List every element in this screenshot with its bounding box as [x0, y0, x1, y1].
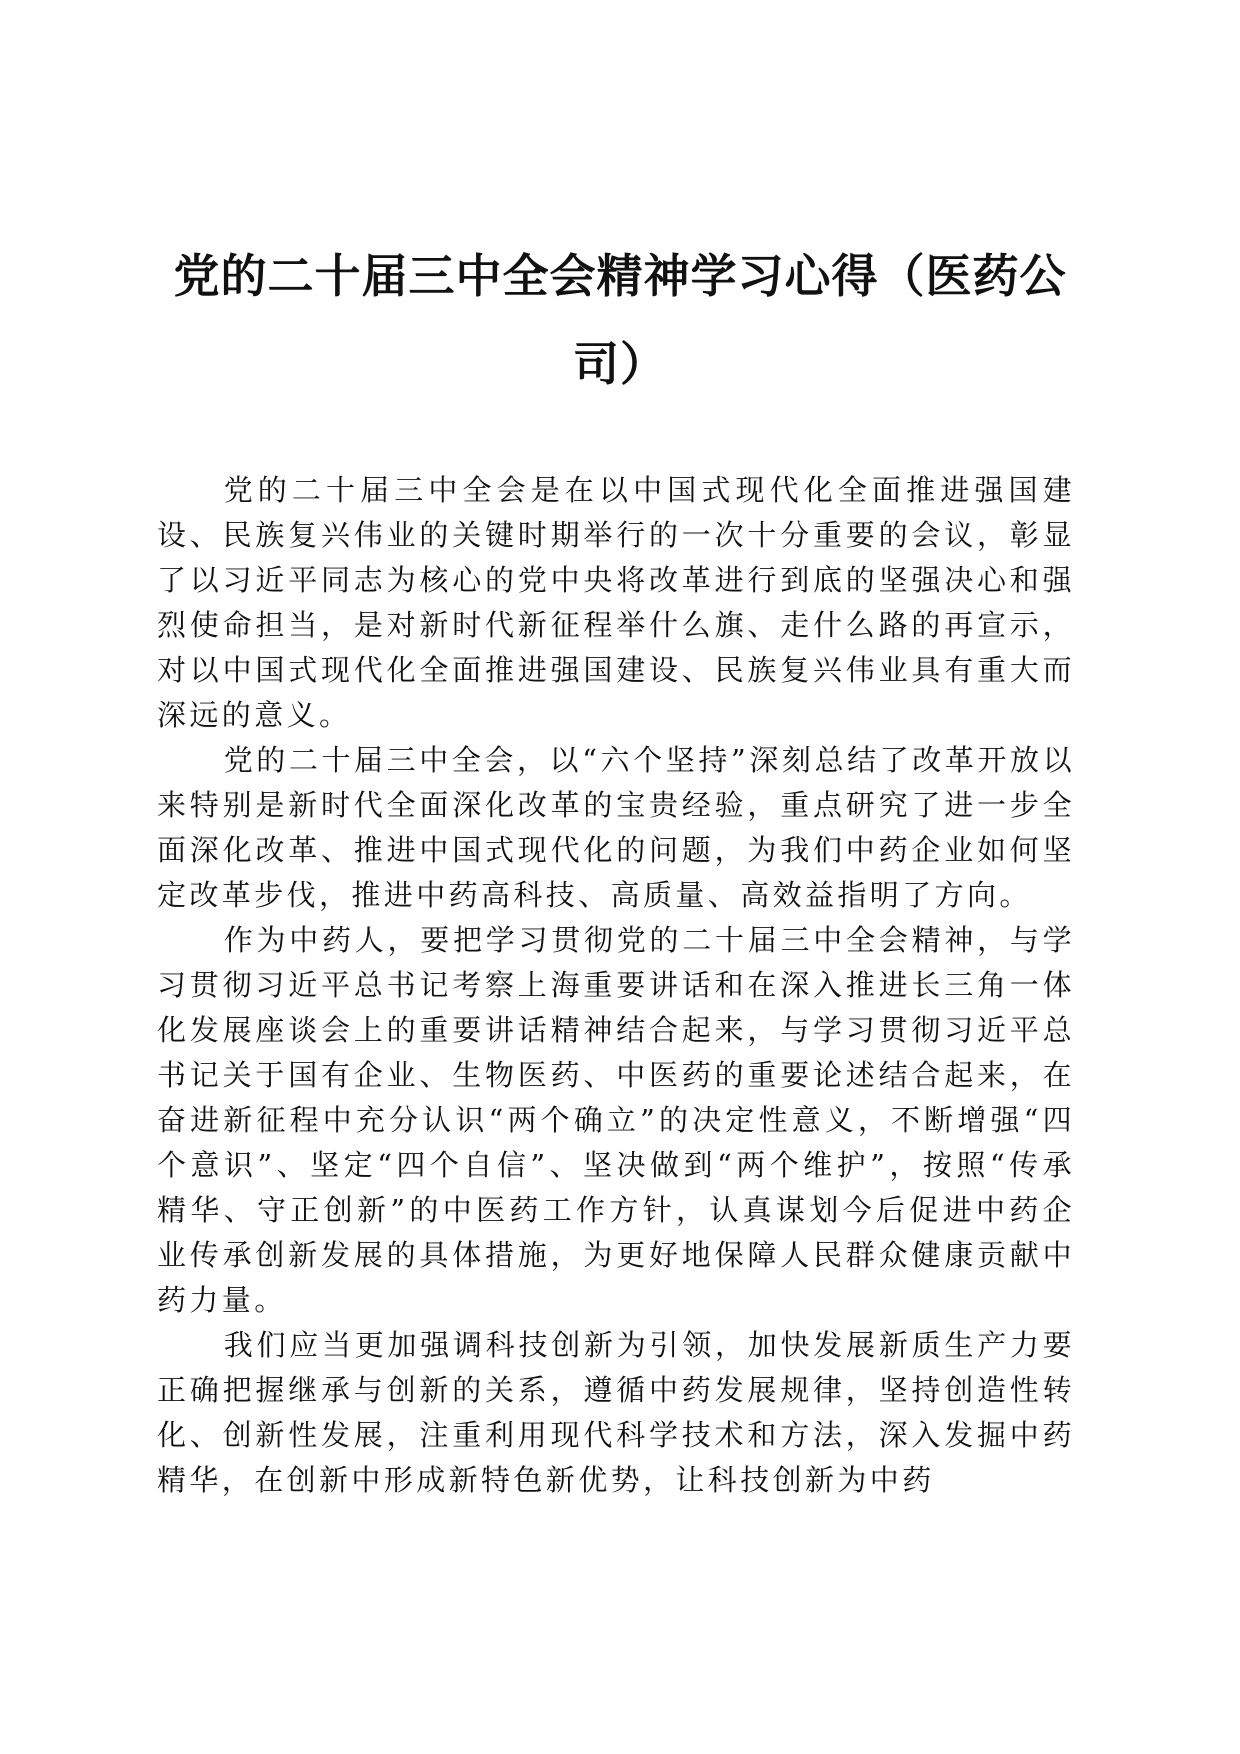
- paragraph: 党的二十届三中全会是在以中国式现代化全面推进强国建设、民族复兴伟业的关键时期举行的一次十分重要的会议，彰显了以习近平同志为核心的党中央将改革进行到底的坚强决心和强烈使命担当，是对新时代新征程举什么旗、走什么路的再宣示，对以中国式现代化全面推进强国建设、民族复兴伟业具有重大而深远的意义。: [157, 473, 1075, 732]
- paragraph: 我们应当更加强调科技创新为引领，加快发展新质生产力要正确把握继承与创新的关系，遵循中药发展规律，坚持创造性转化、创新性发展，注重利用现代科学技术和方法，深入发掘中药精华，在创新中形成新特色新优势，让科技创新为中药: [157, 1328, 1075, 1497]
- paragraph: 党的二十届三中全会，以“六个坚持”深刻总结了改革开放以来特别是新时代全面深化改革的宝贵经验，重点研究了进一步全面深化改革、推进中国式现代化的问题，为我们中药企业如何坚定改革步伐，推进中药高科技、高质量、高效益指明了方向。: [157, 743, 1075, 912]
- document-title: 党的二十届三中全会精神学习心得（医药公司）: [173, 249, 1067, 391]
- document-body: [157, 468, 1075, 1503]
- paragraph: 作为中药人，要把学习贯彻党的二十届三中全会精神，与学习贯彻习近平总书记考察上海重要讲话和在深入推进长三角一体化发展座谈会上的重要讲话精神结合起来，与学习贯彻习近平总书记关于国有企业、生物医药、中医药的重要论述结合起来，在奋进新征程中充分认识“两个确立”的决定性意义，不断增强“四个意识”、坚定“四个自信”、坚决做到“两个维护”，按照“传承精华、守正创新”的中医药工作方针，认真谋划今后促进中药企业传承创新发展的具体措施，为更好地保障人民群众健康贡献中药力量。: [157, 923, 1075, 1317]
